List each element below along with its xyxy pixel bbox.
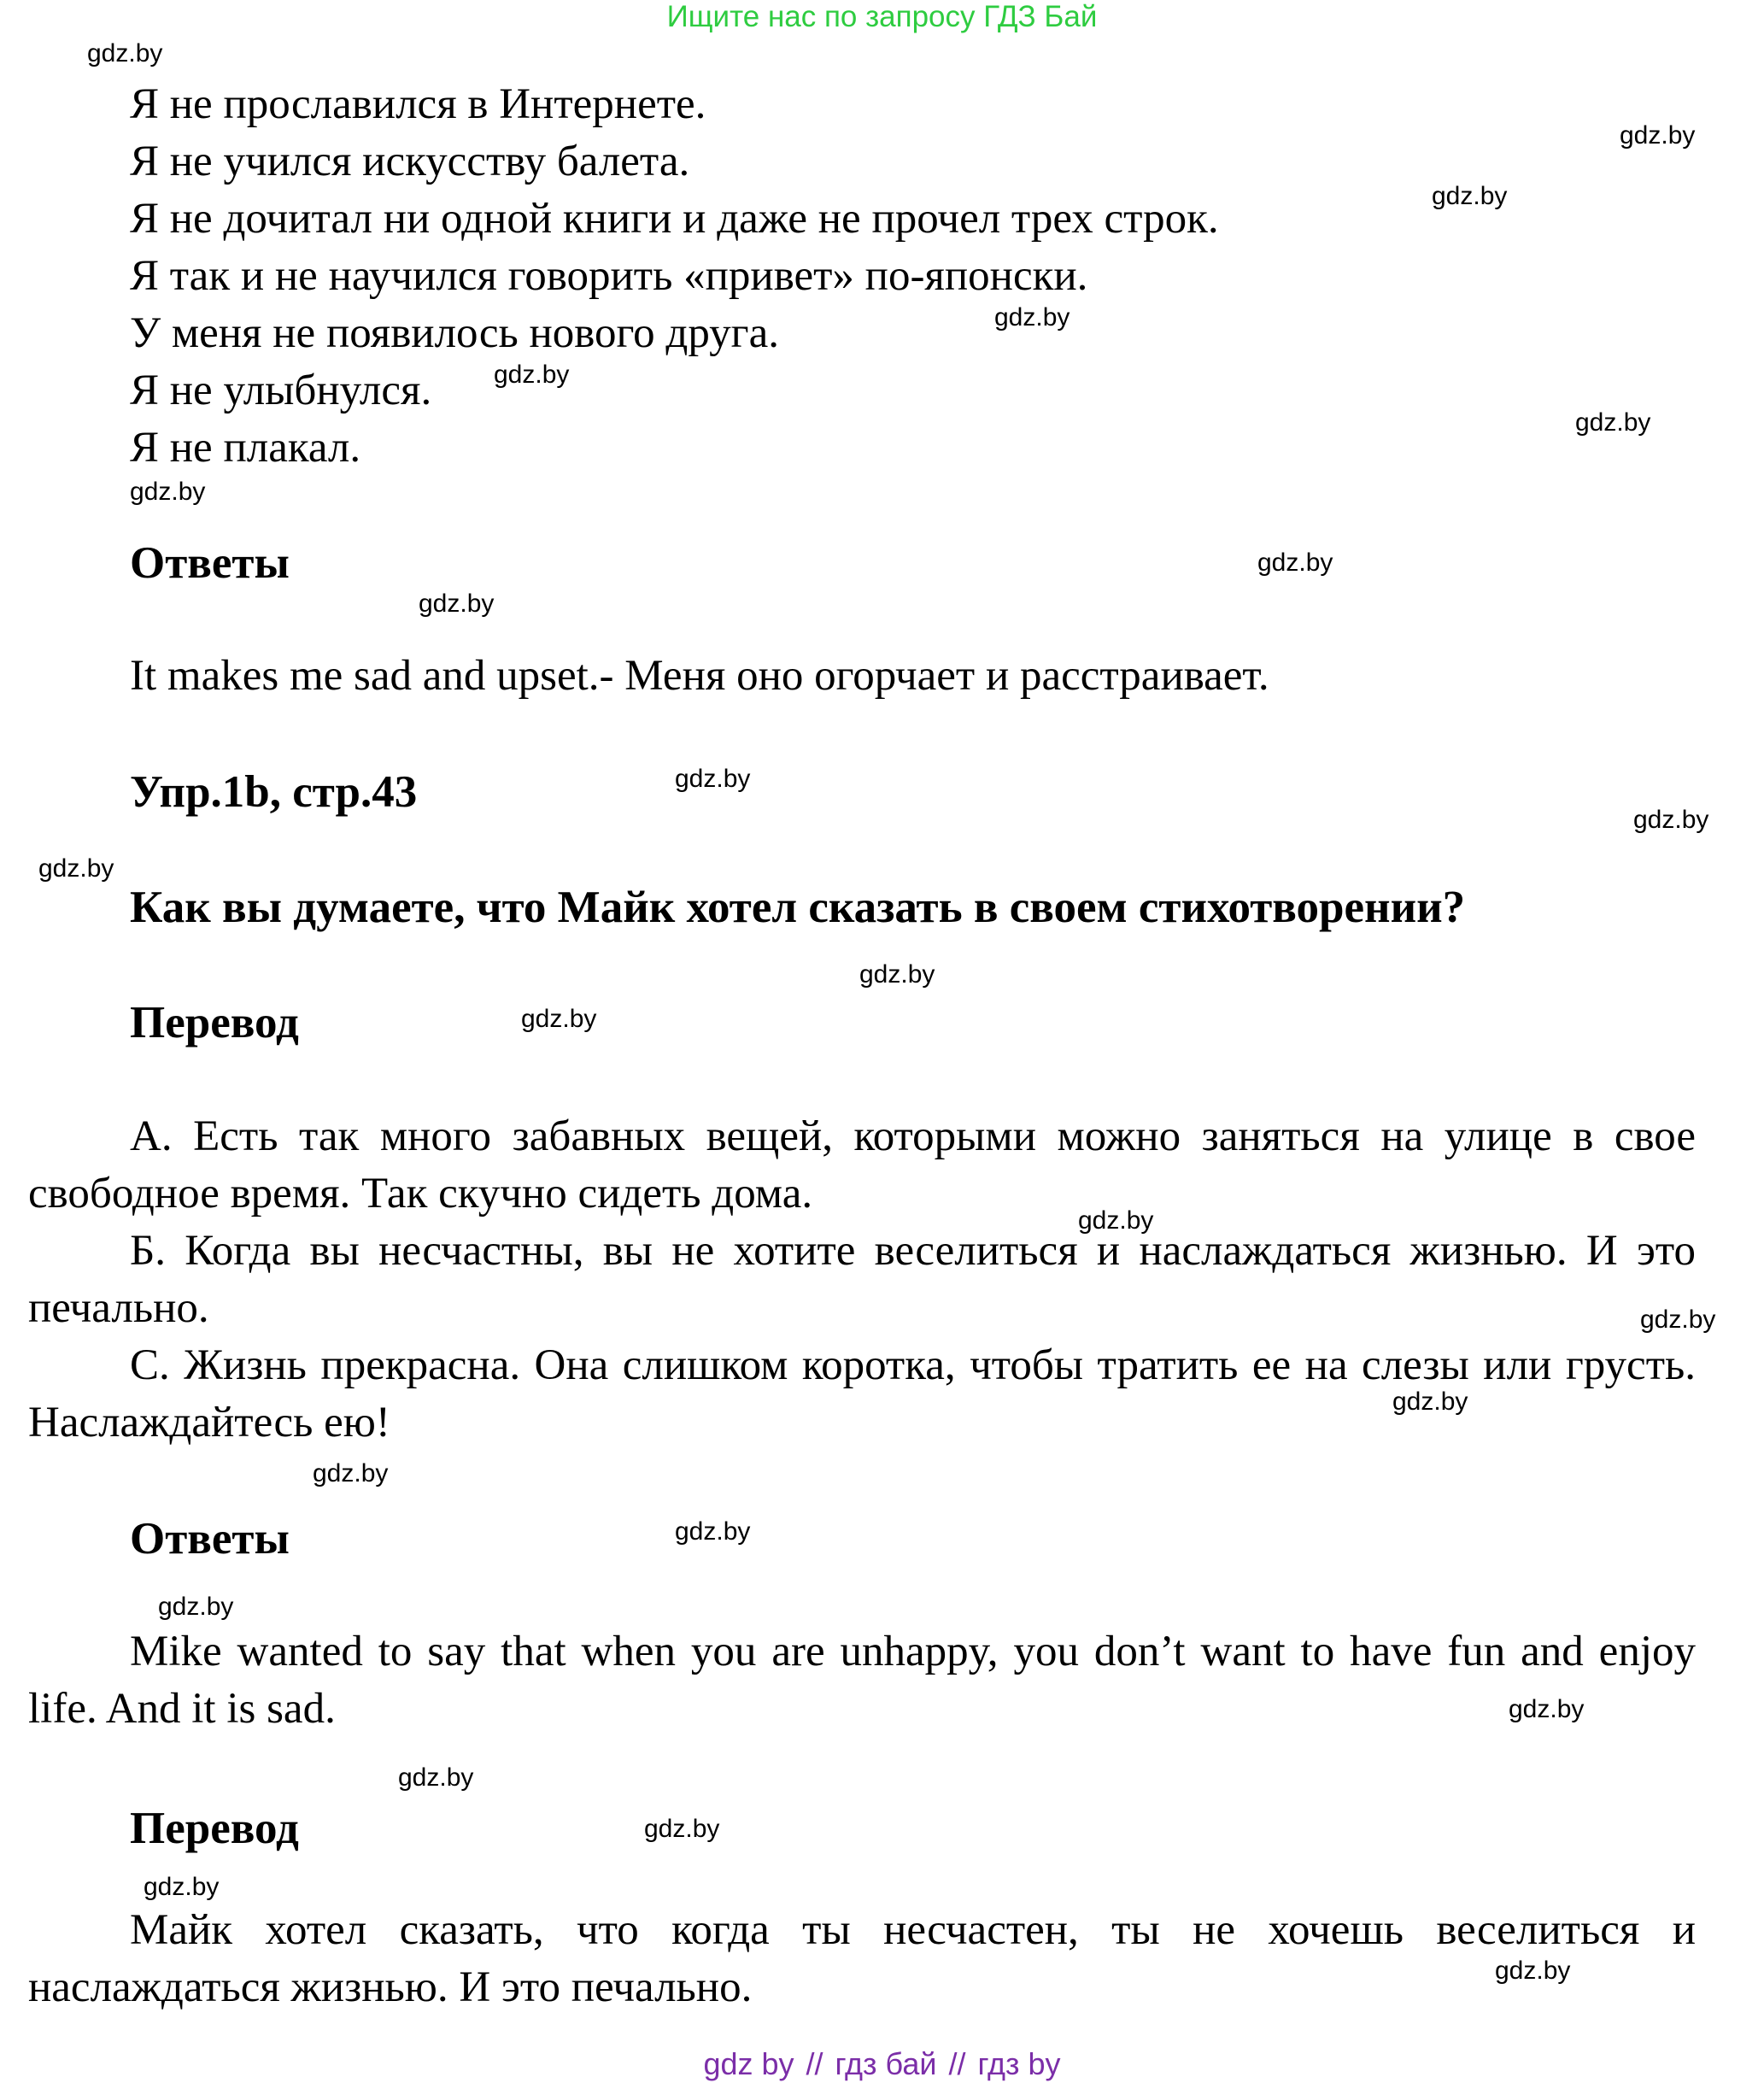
translation-text: Майк хотел сказать, что когда ты несчастен, ты не хочешь веселиться и наслаждаться жизнью. И это печально. [28, 1906, 1696, 2011]
watermark: gdz.by [521, 1005, 597, 1033]
watermark: gdz.by [158, 1593, 234, 1621]
answers-heading: Ответы [130, 1514, 290, 1564]
exercise-heading: Упр.1b, стр.43 [130, 767, 418, 817]
footer [0, 2047, 1764, 2081]
watermark: gdz.by [1633, 806, 1709, 834]
translation-heading: Перевод [130, 1804, 299, 1853]
watermark: gdz.by [675, 765, 751, 793]
poem-line: Я не учился искусству балета. [130, 138, 690, 185]
translation-paragraph: С. Жизнь прекрасна. Она слишком коротка, чтобы тратить ее на слезы или грусть. Наслаждайтесь ею! [28, 1341, 1696, 1446]
footer-separator: // [948, 2046, 966, 2081]
watermark: gdz.by [130, 478, 206, 506]
footer-link-gdz-by-cyr[interactable]: гдз by [977, 2046, 1061, 2081]
watermark: gdz.by [859, 960, 935, 989]
poem-line: Я не дочитал ни одной книги и даже не прочел трех строк. [130, 195, 1219, 243]
footer-link-gdz-by[interactable]: gdz by [703, 2046, 794, 2081]
watermark: gdz.by [1078, 1206, 1154, 1235]
watermark: gdz.by [419, 590, 495, 618]
footer-link-gdz-bai[interactable]: гдз бай [835, 2046, 937, 2081]
question-text: Как вы думаете, что Майк хотел сказать в своем стихотворении? [130, 883, 1466, 932]
answer-text: Mike wanted to say that when you are unhappy, you don’t want to have fun and enjoy life. And it is sad. [28, 1628, 1696, 1733]
watermark: gdz.by [644, 1815, 720, 1843]
answer-text: It makes me sad and upset.- Меня оно огорчает и расстраивает. [130, 652, 1269, 700]
poem-line: Я не улыбнулся. [130, 367, 432, 414]
poem-line: Я не прославился в Интернете. [130, 80, 706, 128]
answers-heading: Ответы [130, 538, 290, 588]
watermark: gdz.by [38, 854, 114, 883]
translation-paragraph: Б. Когда вы несчастны, вы не хотите веселиться и наслаждаться жизнью. И это печально. [28, 1227, 1696, 1332]
footer-separator: // [806, 2046, 823, 2081]
watermark: gdz.by [1509, 1695, 1585, 1723]
watermark: gdz.by [1392, 1388, 1468, 1416]
watermark: gdz.by [494, 361, 570, 389]
watermark: gdz.by [1495, 1957, 1571, 1985]
watermark: gdz.by [1640, 1306, 1716, 1334]
watermark: gdz.by [398, 1763, 474, 1792]
translation-heading: Перевод [130, 998, 299, 1047]
poem-line: У меня не появилось нового друга. [130, 309, 779, 357]
poem-line: Я не плакал. [130, 424, 361, 472]
watermark: gdz.by [1620, 121, 1696, 150]
watermark: gdz.by [994, 303, 1070, 332]
watermark: gdz.by [1257, 549, 1333, 577]
translation-paragraph: А. Есть так много забавных вещей, которыми можно заняться на улице в свое свободное время. Так скучно сидеть дома. [28, 1112, 1696, 1218]
watermark: gdz.by [675, 1517, 751, 1546]
watermark: gdz.by [87, 39, 163, 67]
search-banner: Ищите нас по запросу ГДЗ Бай [666, 0, 1098, 33]
watermark: gdz.by [1575, 408, 1651, 437]
poem-line: Я так и не научился говорить «привет» по-японски. [130, 252, 1088, 300]
watermark: gdz.by [1432, 182, 1508, 210]
watermark: gdz.by [313, 1459, 389, 1487]
watermark: gdz.by [144, 1873, 220, 1901]
